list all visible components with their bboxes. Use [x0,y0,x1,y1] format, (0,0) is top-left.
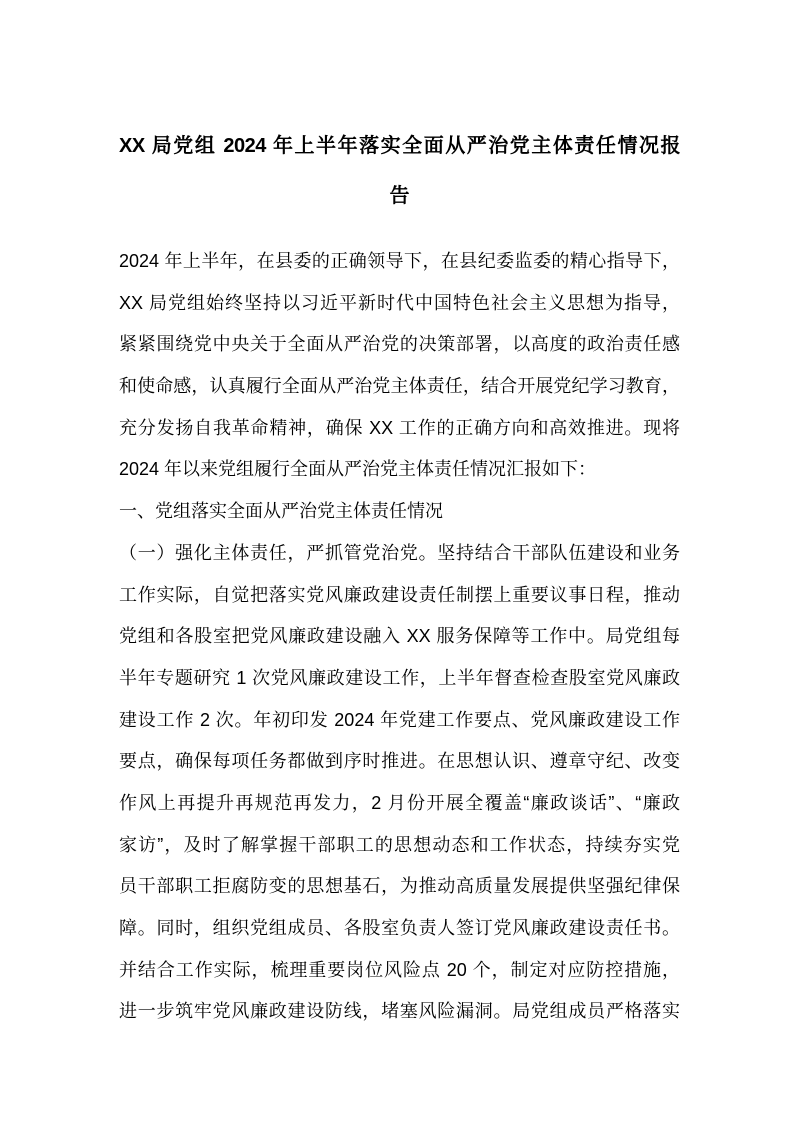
body-text-line: 要点，确保每项任务都做到序时推进。在思想认识、遵章守纪、改变 [119,751,680,772]
document-body [119,241,680,1033]
body-text-line: 家访”，及时了解掌握干部职工的思想动态和工作状态，持续夯实党 [119,834,680,855]
document-title-line-1: XX 局党组 2024 年上半年落实全面从严治党主体责任情况报 [119,135,680,157]
body-text-line: 党组和各股室把党风廉政建设融入 XX 服务保障等工作中。局党组每 [119,626,680,647]
body-text-line: 一、党组落实全面从严治党主体责任情况 [119,501,443,522]
body-text-line: 2024 年上半年，在县委的正确领导下，在县纪委监委的精心指导下， [119,251,680,271]
body-text-line: 充分发扬自我革命精神，确保 XX 工作的正确方向和高效推进。现将 [119,417,680,438]
body-text-line: （一）强化主体责任，严抓管党治党。坚持结合干部队伍建设和业务 [119,542,680,563]
body-text-line: 障。同时，组织党组成员、各股室负责人签订党风廉政建设责任书。 [119,918,680,938]
body-text-line: 2024 年以来党组履行全面从严治党主体责任情况汇报如下： [119,459,597,480]
body-text-line: 紧紧围绕党中央关于全面从严治党的决策部署，以高度的政治责任感 [119,334,680,355]
body-text-line: 并结合工作实际，梳理重要岗位风险点 20 个，制定对应防控措施， [119,959,680,980]
body-text-line: 工作实际，自觉把落实党风廉政建设责任制摆上重要议事日程，推动 [119,584,680,605]
body-text-line: 建设工作 2 次。年初印发 2024 年党建工作要点、党风廉政建设工作 [119,709,680,730]
body-text-line: 半年专题研究 1 次党风廉政建设工作，上半年督查检查股室党风廉政 [119,667,680,688]
body-text-line: 员干部职工拒腐防变的思想基石，为推动高质量发展提供坚强纪律保 [119,876,680,897]
body-text-line: 和使命感，认真履行全面从严治党主体责任，结合开展党纪学习教育， [119,376,680,397]
body-text-line: 进一步筑牢党风廉政建设防线，堵塞风险漏洞。局党组成员严格落实 [119,1001,680,1022]
body-text-line: 作风上再提升再规范再发力，2 月份开展全覆盖“廉政谈话”、“廉政 [119,792,680,813]
document-title [119,121,680,221]
body-text-line: XX 局党组始终坚持以习近平新时代中国特色社会主义思想为指导， [119,292,680,313]
document-title-line-2: 告 [389,185,410,207]
